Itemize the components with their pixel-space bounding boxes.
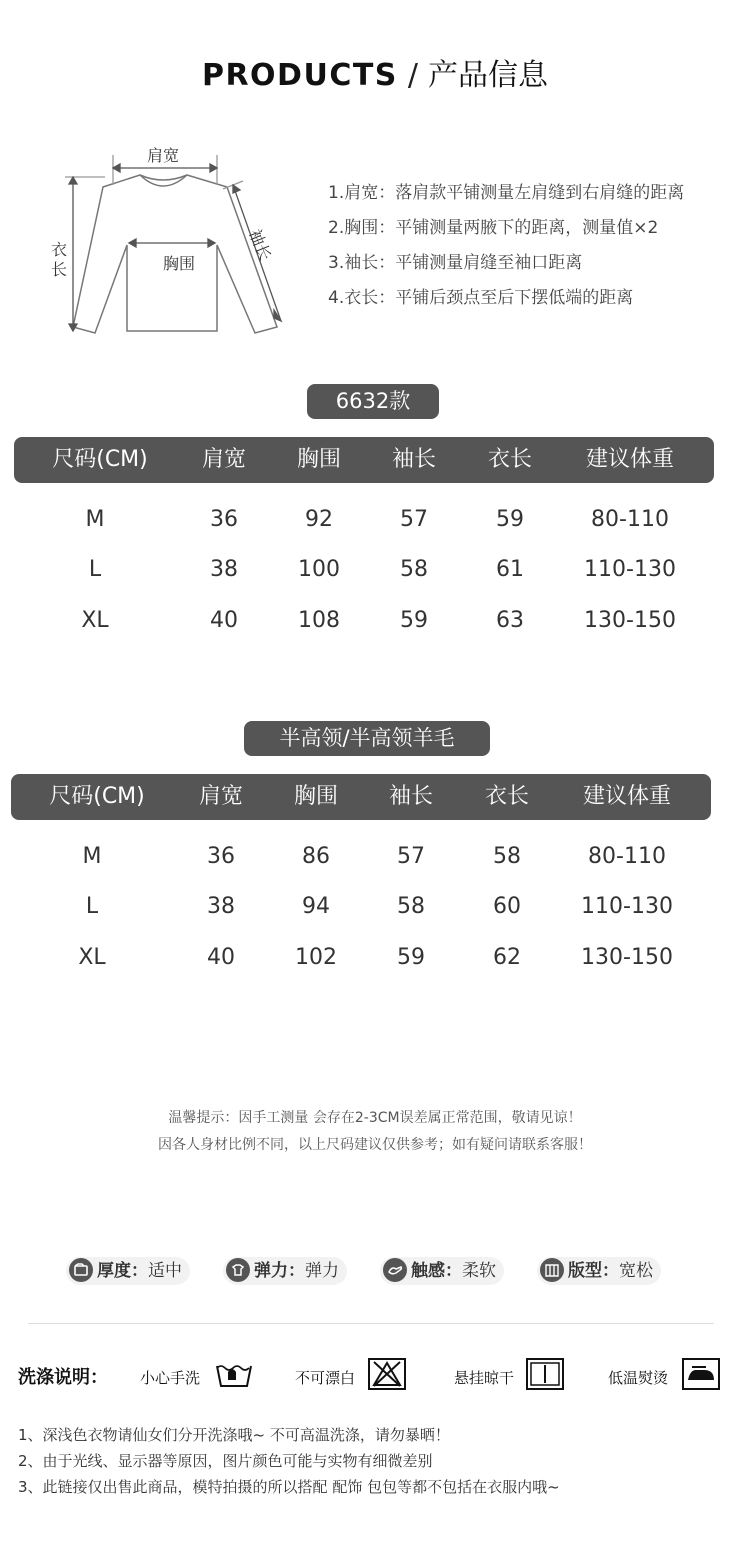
iron-low-icon: [682, 1358, 720, 1394]
table-cell: 102: [295, 945, 337, 970]
fit-icon: [540, 1258, 564, 1282]
table-cell: 58: [493, 844, 521, 869]
care-note: 1、深浅色衣物请仙女们分开洗涤哦~ 不可高温洗涤，请勿暴晒！: [18, 1426, 450, 1444]
page-title: [0, 50, 750, 94]
note-item: 1.肩宽：落肩款平铺测量左肩缝到右肩缝的距离: [328, 183, 685, 203]
elasticity-icon: [226, 1258, 250, 1282]
care-note: 2、由于光线、显示器等原因，图片颜色可能与实物有细微差别: [18, 1452, 433, 1470]
table-cell: 62: [493, 945, 521, 970]
table-cell: XL: [81, 608, 109, 633]
table-cell: 61: [496, 557, 524, 582]
wash-label-no-bleach: 不可漂白: [295, 1369, 356, 1387]
table-cell: 40: [207, 945, 235, 970]
table-row: [14, 507, 714, 547]
table-cell: L: [85, 894, 99, 919]
header-cell-sleeve: 袖长: [391, 447, 436, 472]
table-cell: 63: [496, 608, 524, 633]
attribute-value: 弹力: [305, 1261, 339, 1281]
hand-wash-icon: [214, 1358, 254, 1394]
attribute-value: 柔软: [462, 1261, 496, 1281]
table1-header: [14, 437, 714, 483]
table-cell: 59: [496, 507, 524, 532]
thickness-icon: [69, 1258, 93, 1282]
diagram-label-chest: 胸围: [163, 254, 196, 273]
attribute-key: 弹力：: [254, 1261, 305, 1281]
table-cell: 108: [298, 608, 340, 633]
diagram-label-sleeve: 袖长: [245, 226, 275, 264]
table-cell: M: [85, 507, 105, 532]
title-separator: /: [407, 58, 419, 93]
measurement-notes: [328, 176, 684, 316]
header-cell-size: 尺码(CM): [52, 447, 148, 472]
note-item: 2.胸围：平铺测量两腋下的距离，测量值×2: [328, 218, 659, 238]
table-cell: 110-130: [584, 557, 676, 582]
note-item: 4.衣长：平铺后颈点至后下摆低端的距离: [328, 288, 634, 308]
table-cell: L: [88, 557, 102, 582]
table-cell: 36: [207, 844, 235, 869]
header-cell-sleeve: 袖长: [388, 784, 433, 809]
table-row: [14, 608, 714, 648]
diagram-label-shoulder: 肩宽: [147, 146, 180, 165]
header-cell-length: 衣长: [484, 784, 529, 809]
header-cell-length: 衣长: [487, 447, 532, 472]
wash-label-hang-dry: 悬挂晾干: [454, 1369, 515, 1387]
header-cell-size: 尺码(CM): [49, 784, 145, 809]
divider: [28, 1323, 714, 1324]
table-row: [11, 945, 711, 985]
care-notes: [18, 1422, 560, 1500]
table-cell: 59: [400, 608, 428, 633]
table-cell: 86: [302, 844, 330, 869]
table2-title-badge: 半高领/半高领羊毛: [244, 721, 490, 756]
attribute-key: 版型：: [568, 1261, 619, 1281]
care-note: 3、此链接仅出售此商品，模特拍摄的所以搭配 配饰 包包等都不包括在衣服内哦~: [18, 1478, 560, 1496]
table2-header: [11, 774, 711, 820]
wash-label-iron-low: 低温熨烫: [608, 1369, 669, 1387]
header-cell-chest: 胸围: [296, 447, 341, 472]
wash-title: 洗涤说明：: [18, 1367, 108, 1388]
no-bleach-icon: [368, 1358, 406, 1394]
attribute-elasticity: [223, 1257, 347, 1285]
size-tips: [0, 1105, 750, 1159]
header-cell-weight: 建议体重: [582, 784, 671, 809]
attribute-value: 宽松: [619, 1261, 653, 1281]
table1-title-badge: 6632款: [307, 384, 439, 419]
table-row: [11, 894, 711, 934]
title-english: PRODUCTS: [201, 58, 398, 93]
wash-label-hand-wash: 小心手洗: [140, 1369, 201, 1387]
table-cell: 36: [210, 507, 238, 532]
diagram-label-length-top: 衣: [51, 240, 68, 259]
table-cell: 80-110: [591, 507, 669, 532]
table-cell: 58: [397, 894, 425, 919]
table-cell: 100: [298, 557, 340, 582]
attribute-value: 适中: [148, 1261, 182, 1281]
table-cell: 38: [207, 894, 235, 919]
table-cell: 58: [400, 557, 428, 582]
table-cell: 94: [302, 894, 330, 919]
measurement-diagram: [45, 135, 295, 355]
hang-dry-icon: [526, 1358, 564, 1394]
table-cell: 57: [397, 844, 425, 869]
header-cell-shoulder: 肩宽: [201, 447, 246, 472]
table-cell: 60: [493, 894, 521, 919]
table-cell: 92: [305, 507, 333, 532]
tip-line: 温馨提示：因手工测量 会存在2-3CM误差属正常范围，敬请见谅！: [168, 1110, 582, 1126]
touch-icon: [383, 1258, 407, 1282]
table-cell: 130-150: [584, 608, 676, 633]
table-row: [11, 844, 711, 884]
table-cell: XL: [78, 945, 106, 970]
header-cell-chest: 胸围: [293, 784, 338, 809]
attribute-fit: [537, 1257, 661, 1285]
note-item: 3.袖长：平铺测量肩缝至袖口距离: [328, 253, 583, 273]
title-chinese: 产品信息: [428, 58, 549, 93]
header-cell-shoulder: 肩宽: [198, 784, 243, 809]
table-cell: 57: [400, 507, 428, 532]
table-cell: 130-150: [581, 945, 673, 970]
diagram-label-length-bottom: 长: [51, 260, 68, 279]
table-row: [14, 557, 714, 597]
attribute-thickness: [66, 1257, 190, 1285]
attribute-key: 触感：: [411, 1261, 462, 1281]
table-cell: 110-130: [581, 894, 673, 919]
attribute-key: 厚度：: [97, 1261, 148, 1281]
header-cell-weight: 建议体重: [585, 447, 674, 472]
attribute-touch: [380, 1257, 504, 1285]
table-cell: M: [82, 844, 102, 869]
table-cell: 59: [397, 945, 425, 970]
table-cell: 80-110: [588, 844, 666, 869]
tip-line: 因各人身材比例不同，以上尺码建议仅供参考；如有疑问请联系客服！: [158, 1137, 592, 1153]
table-cell: 40: [210, 608, 238, 633]
table-cell: 38: [210, 557, 238, 582]
